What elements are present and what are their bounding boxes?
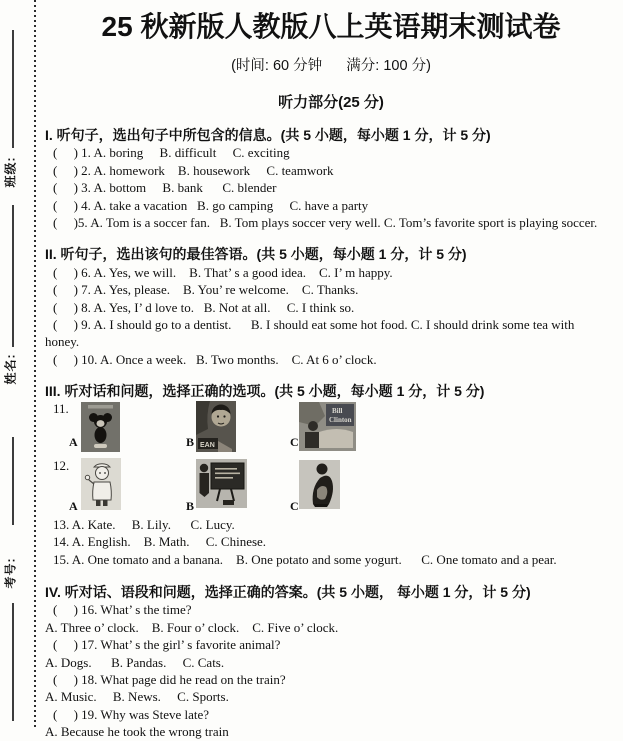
- question-15: 15. A. One tomato and a banana. B. One potato and some yogurt. C. One tomato and a pear.: [53, 551, 557, 567]
- photo-teacher-blackboard: [196, 459, 247, 508]
- option-letter: B: [186, 434, 195, 449]
- question-8: ( ) 8. A. Yes, I’ d love to. B. Not at all. C. I think so.: [53, 299, 355, 315]
- section-3-heading: III. 听对话和问题，选择正确的选项。(共 5 小题，每小题 1 分，计 5 分): [45, 383, 485, 400]
- margin-fill-line: [12, 205, 14, 347]
- option-letter: A: [69, 498, 78, 513]
- question-10: ( ) 10. A. Once a week. B. Two months. C. At 6 o’ clock.: [53, 351, 377, 367]
- bean-poster-text: EAN: [200, 441, 215, 449]
- question-4: ( ) 4. A. take a vacation B. go camping C. have a party: [53, 197, 369, 213]
- photo-mickey-mouse-poster: [81, 402, 120, 452]
- clinton-cover-text-2: Clinton: [329, 415, 352, 424]
- margin-label-class: 班级:: [3, 156, 18, 188]
- question-6: ( ) 6. A. Yes, we will. B. That’ s a good idea. C. I’ m happy.: [53, 264, 393, 280]
- margin-fill-line: [12, 603, 14, 721]
- margin-fill-line: [12, 437, 14, 525]
- question-11-picture-row: [53, 401, 617, 458]
- photo-crouching-person: [299, 460, 340, 509]
- question-1: ( ) 1. A. boring B. difficult C. exciting: [53, 145, 290, 161]
- question-12-number: 12.: [53, 457, 70, 473]
- photo-cartoon-doctor: [81, 458, 121, 510]
- question-9: ( ) 9. A. I should go to a dentist. B. I should eat some hot food. C. I should drink some tea with: [53, 317, 575, 333]
- question-16-options: A. Three o’ clock. B. Four o’ clock. C. Five o’ clock.: [45, 619, 339, 635]
- question-17: ( ) 17. What’ s the girl’ s favorite animal?: [53, 637, 281, 653]
- page-title: 25 秋新版人教版八上英语期末测试卷: [101, 11, 561, 42]
- question-19: ( ) 19. Why was Steve late?: [53, 706, 210, 722]
- question-5: ( )5. A. Tom is a soccer fan. B. Tom plays soccer very well. C. Tom’s favorite sport is playing soccer.: [53, 215, 598, 231]
- question-14: 14. A. English. B. Math. C. Chinese.: [53, 534, 267, 550]
- question-16: ( ) 16. What’ s the time?: [53, 602, 192, 618]
- option-letter: B: [186, 498, 195, 513]
- question-12-picture-row: [53, 458, 617, 516]
- exam-paper: [45, 0, 617, 741]
- binding-dotted-line: [34, 0, 36, 728]
- question-3: ( ) 3. A. bottom B. bank C. blender: [53, 180, 277, 196]
- question-17-options: A. Dogs. B. Pandas. C. Cats.: [45, 654, 225, 670]
- section-4-heading: IV. 听对话、语段和问题，选择正确的答案。(共 5 小题， 每小题 1 分，计 5 分): [45, 583, 531, 600]
- listening-part-heading: 听力部分(25 分): [278, 94, 384, 111]
- margin-label-name: 姓名:: [3, 353, 18, 385]
- question-2: ( ) 2. A. homework B. housework C. teamwork: [53, 162, 334, 178]
- question-11-number: 11.: [53, 400, 69, 416]
- question-9-continuation: honey.: [45, 334, 80, 350]
- option-letter: C: [290, 498, 299, 513]
- option-letter: A: [69, 434, 78, 449]
- question-18: ( ) 18. What page did he read on the train?: [53, 671, 286, 687]
- clinton-cover-text-1: Bill: [332, 406, 343, 415]
- section-2-heading: II. 听句子，选出该句的最佳答语。(共 5 小题，每小题 1 分，计 5 分): [45, 246, 467, 263]
- option-letter: C: [290, 434, 299, 449]
- margin-fill-line: [12, 30, 14, 148]
- section-1-heading: I. 听句子，选出句子中所包含的信息。(共 5 小题，每小题 1 分，计 5 分): [45, 127, 491, 143]
- margin-label-exam-number: 考号:: [3, 557, 18, 589]
- question-13: 13. A. Kate. B. Lily. C. Lucy.: [53, 516, 235, 532]
- photo-bill-clinton-cover: [299, 402, 356, 451]
- question-18-options: A. Music. B. News. C. Sports.: [45, 689, 229, 705]
- exam-time-score-info: (时间: 60 分钟 满分: 100 分): [231, 58, 431, 74]
- photo-mr-bean-poster: [196, 401, 236, 452]
- question-7: ( ) 7. A. Yes, please. B. You’ re welcome. C. Thanks.: [53, 282, 359, 298]
- question-19-option-a: A. Because he took the wrong train: [45, 724, 229, 740]
